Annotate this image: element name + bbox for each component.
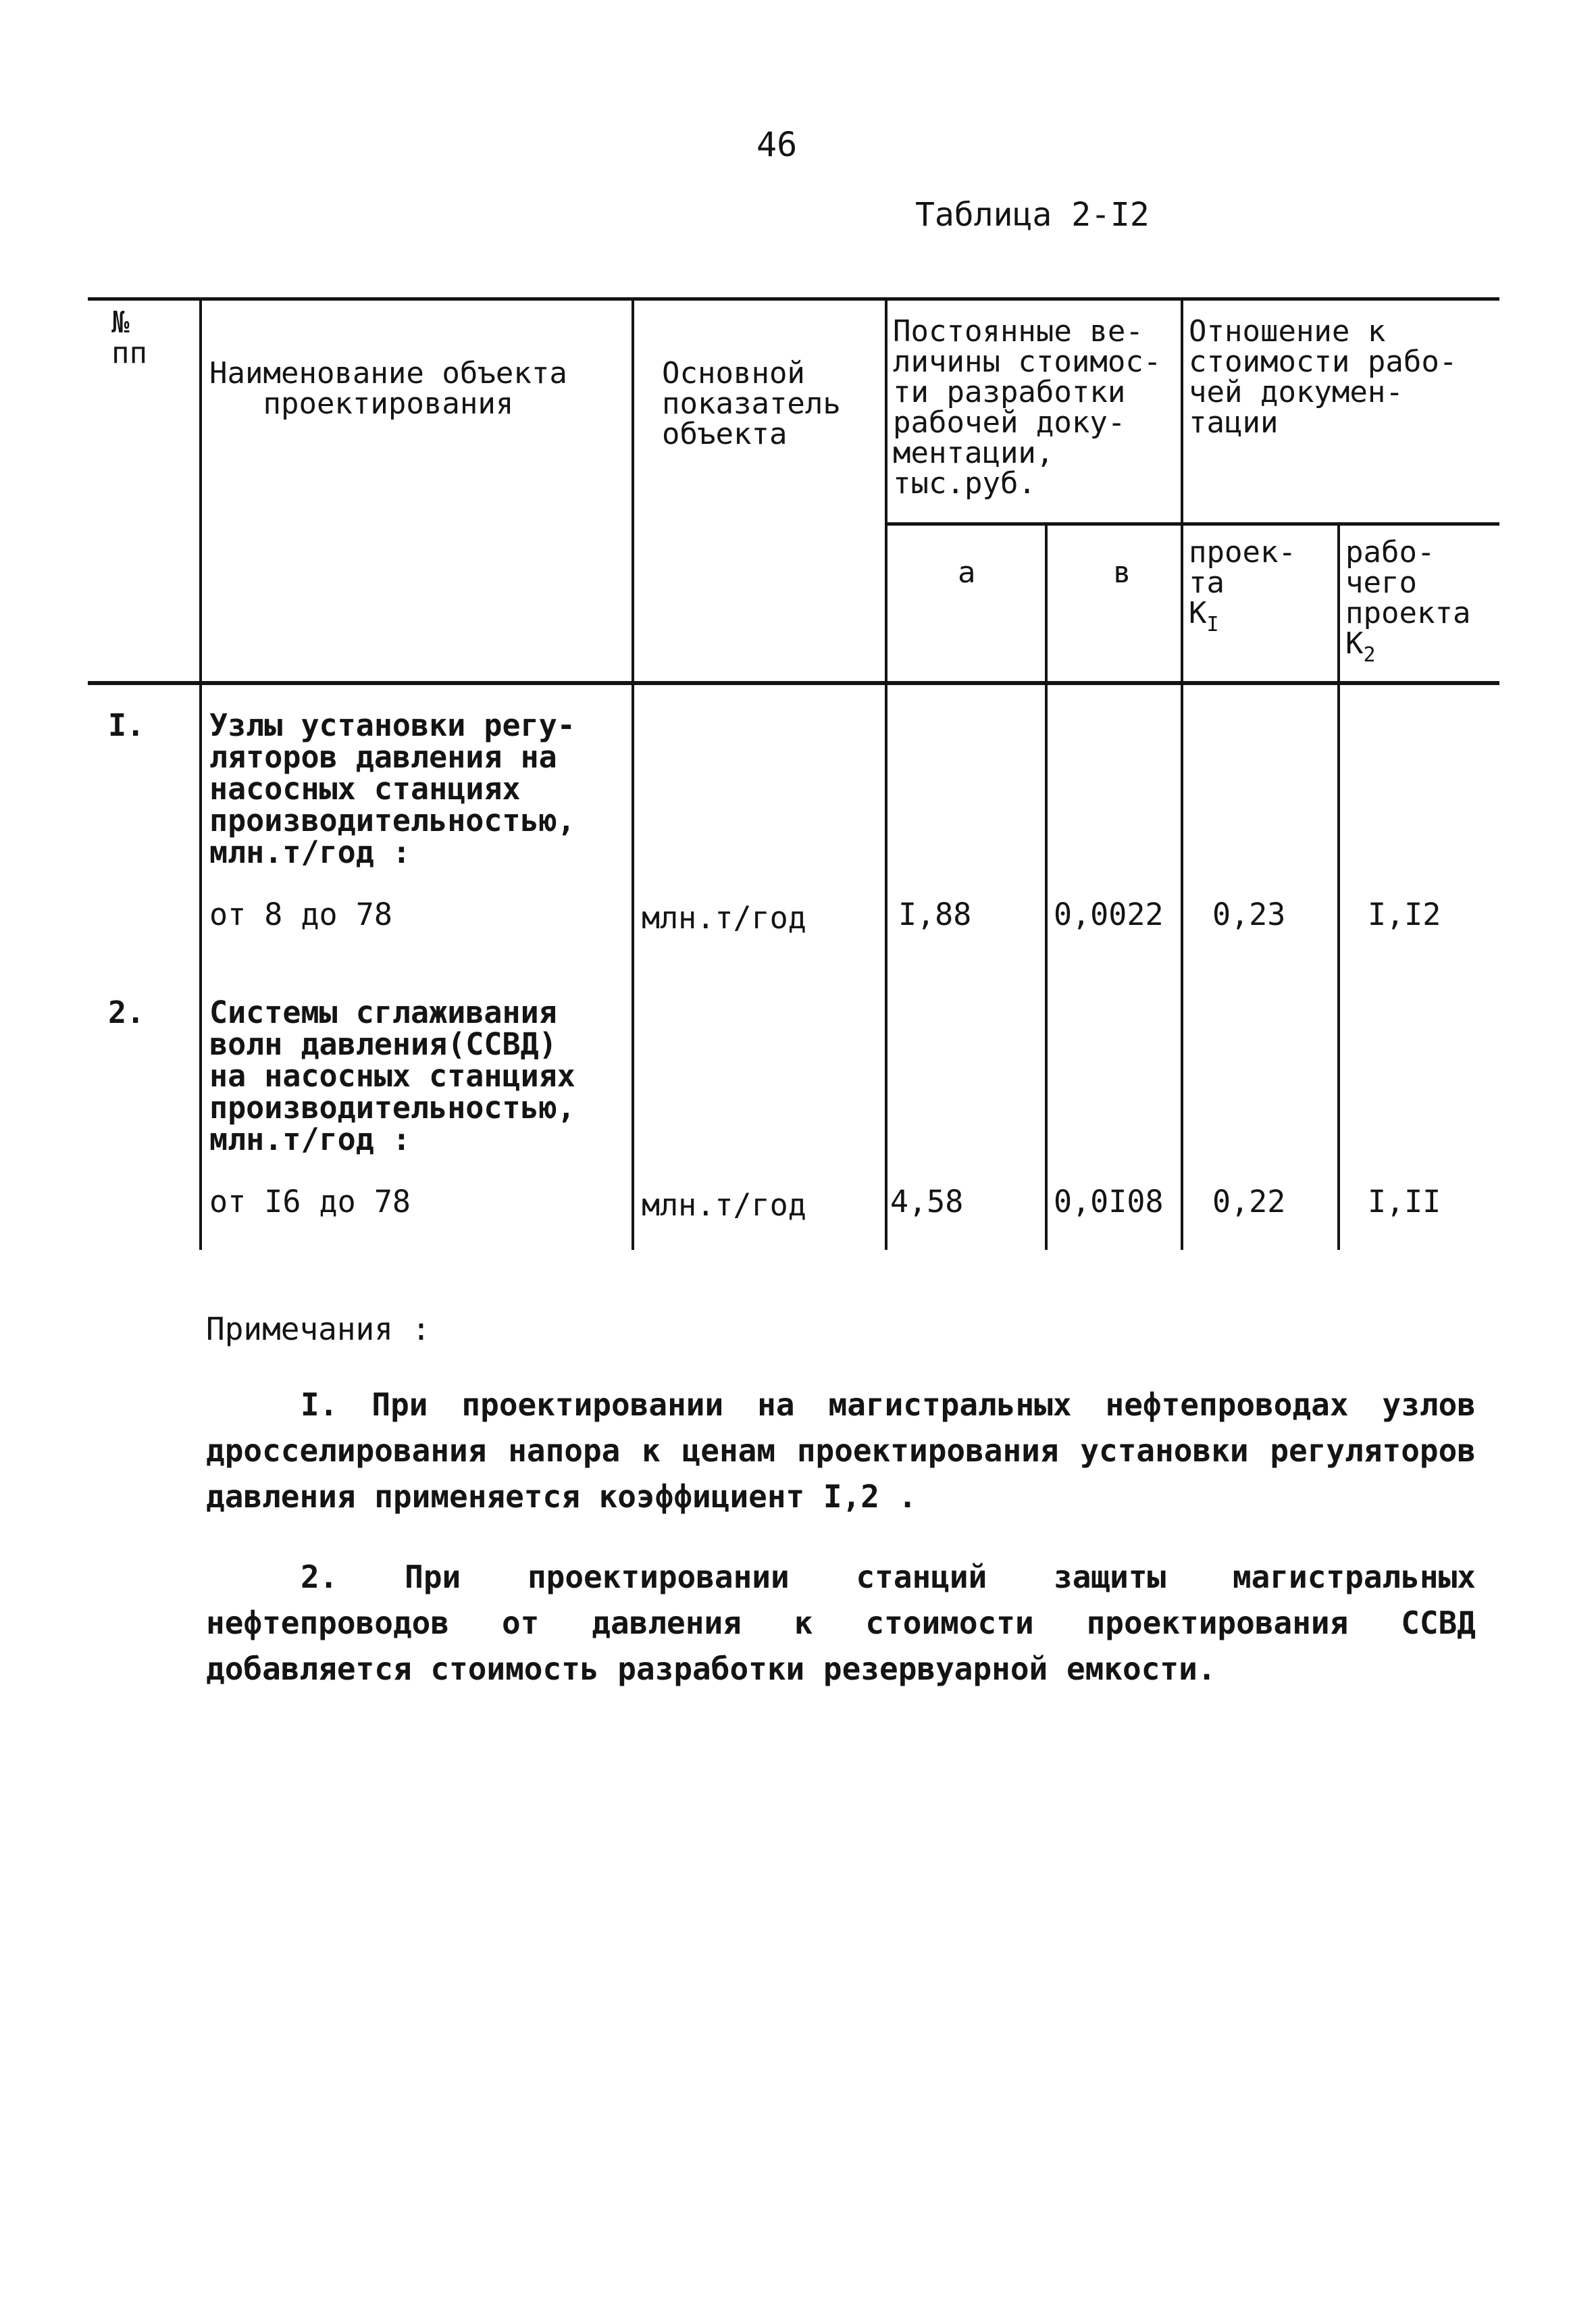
col-divider-1 xyxy=(199,301,202,1250)
note-2 xyxy=(206,1554,1476,1692)
k2-subscript: 2 xyxy=(1363,643,1376,667)
subheader-rule xyxy=(885,522,1499,526)
col-divider-6 xyxy=(1337,526,1340,1250)
header-k2: рабо- чего проекта $К_2$ xyxy=(1345,535,1471,667)
header-constants: Постоянные ве- личины стоимос- ти разработки рабочей доку- ментации, тыс.руб. xyxy=(893,314,1162,501)
header-indicator: Основной показатель объекта xyxy=(662,356,841,451)
header-num: № пп xyxy=(111,305,147,370)
row-1-unit: млн.т/год xyxy=(642,900,806,936)
col-divider-4 xyxy=(1045,526,1048,1250)
row-1-k2: I,I2 xyxy=(1368,897,1441,932)
col-divider-5 xyxy=(1181,301,1183,1250)
row-2-k1: 0,22 xyxy=(1212,1184,1286,1219)
row-2-a: 4,58 xyxy=(890,1184,964,1219)
note-2-lead: 2. xyxy=(301,1559,338,1595)
header-col-a: а xyxy=(958,555,976,590)
col-divider-3 xyxy=(885,301,887,1250)
row-2-unit: млн.т/год xyxy=(642,1187,806,1223)
notes-title: Примечания : xyxy=(206,1311,431,1347)
row-2-range: от I6 до 78 xyxy=(209,1184,411,1219)
row-2-k2: I,II xyxy=(1368,1184,1441,1219)
col-divider-2 xyxy=(632,301,634,1250)
table-top-rule xyxy=(88,297,1499,301)
row-1-name: Узлы установки регу- ляторов давления на насосных станциях производительностью, млн.т/год : xyxy=(209,707,575,870)
page-number: 46 xyxy=(756,125,798,164)
header-name: Наименование объекта проектирования xyxy=(209,356,567,421)
note-1-text: При проектировании на магистральных нефтепроводах узлов дросселирования напора к ценам проектирования установки регуляторов давления применяется коэффициент I,2 . xyxy=(206,1386,1476,1515)
row-2-b: 0,0I08 xyxy=(1054,1184,1164,1219)
header-col-b: в xyxy=(1113,555,1131,590)
note-1-lead: I. xyxy=(301,1386,338,1423)
header-k1: проек- та $К_I$ xyxy=(1189,535,1296,636)
row-1-range: от 8 до 78 xyxy=(209,897,392,932)
row-2-num: 2. xyxy=(108,995,145,1030)
row-2-name: Системы сглаживания волн давления(ССВД) на насосных станциях производительностью, млн.т/год : xyxy=(209,995,575,1157)
row-1-b: 0,0022 xyxy=(1054,897,1164,932)
table-title: Таблица 2-I2 xyxy=(915,196,1150,234)
row-1-k1: 0,23 xyxy=(1212,897,1286,932)
header-ratio: Отношение к стоимости рабо- чей докумен- тации xyxy=(1189,314,1458,440)
row-1-num: I. xyxy=(108,707,145,743)
note-1 xyxy=(206,1382,1476,1519)
k1-subscript: I xyxy=(1206,613,1219,636)
header-bottom-rule xyxy=(88,681,1499,685)
note-2-text: При проектировании станций защиты магистральных нефтепроводов от давления к стоимости проектирования ССВД добавляется стоимость разработки резервуарной емкости. xyxy=(206,1559,1476,1687)
row-1-a: I,88 xyxy=(898,897,972,932)
